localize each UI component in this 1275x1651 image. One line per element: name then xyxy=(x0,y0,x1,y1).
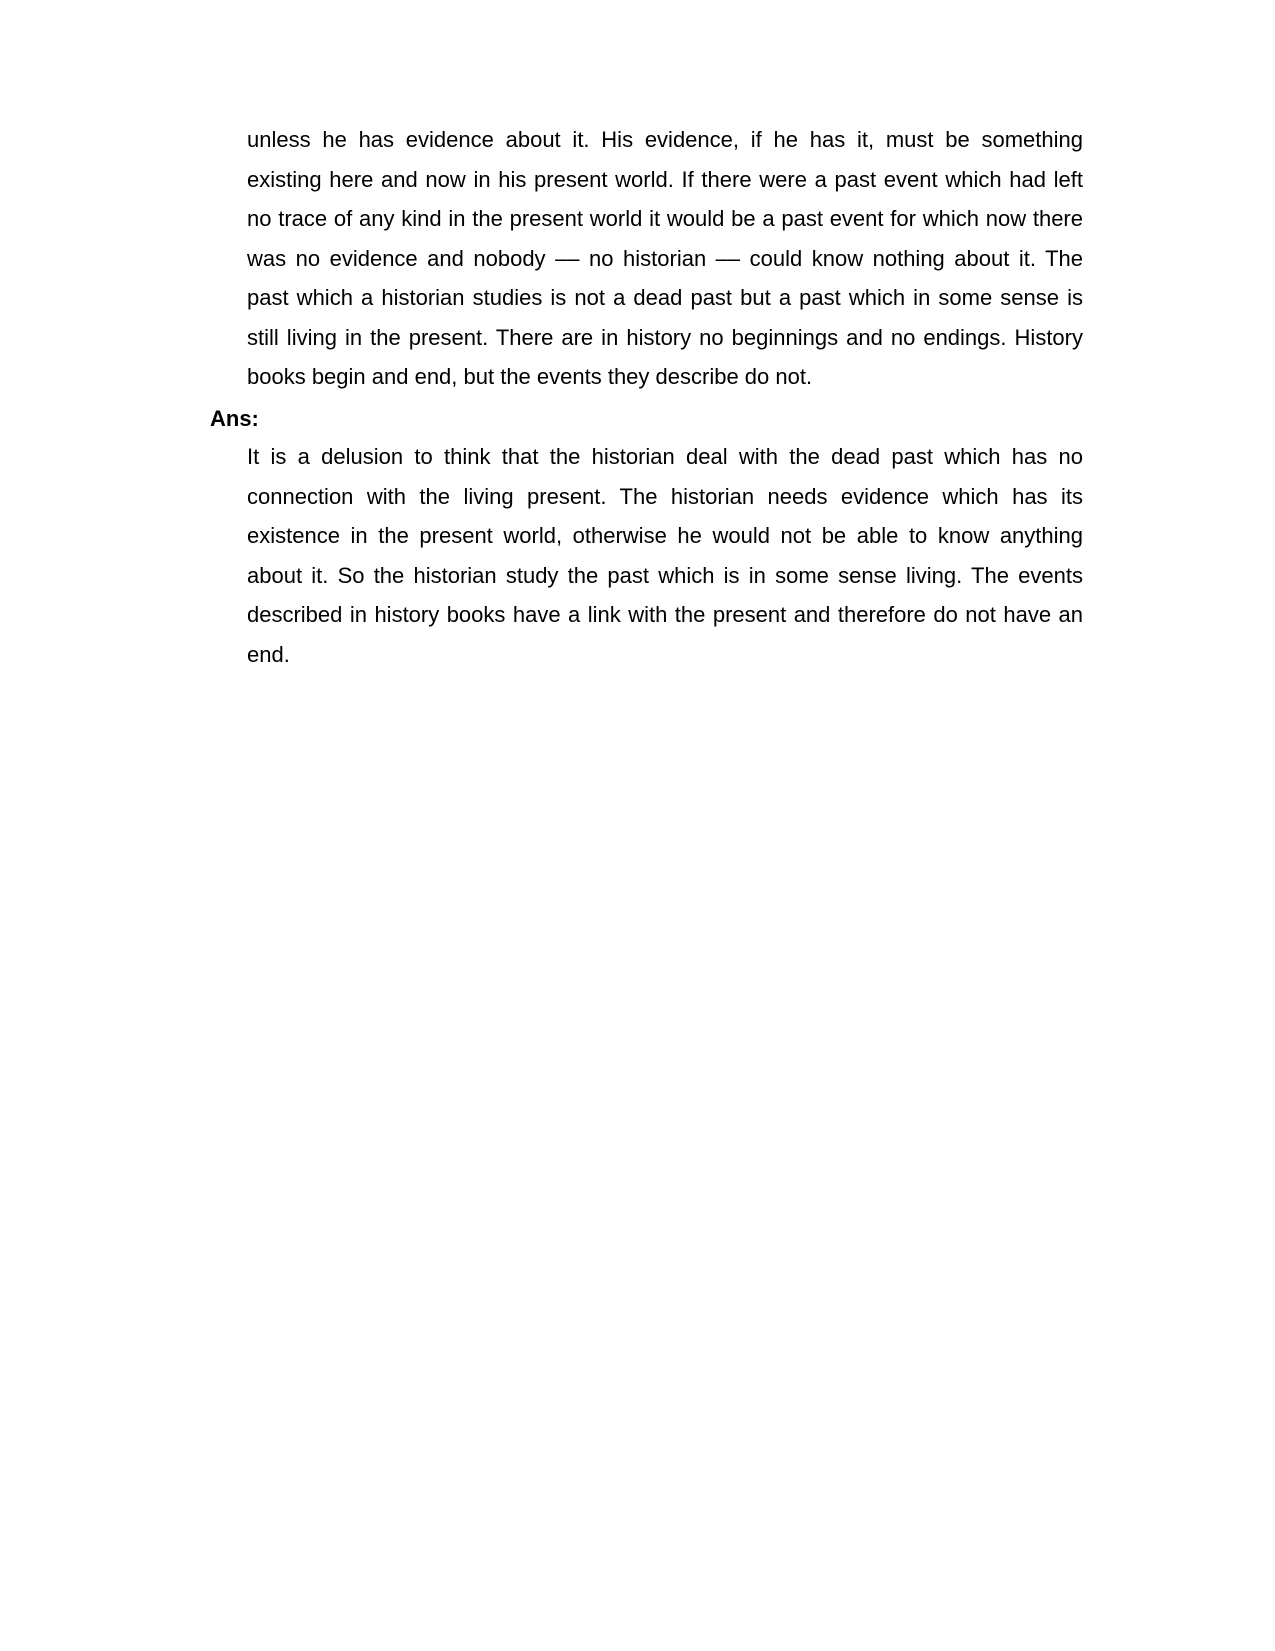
passage-paragraph: unless he has evidence about it. His evidence, if he has it, must be something existing here and now in his present world. If there were a past event which had left no trace of any kind in the present world it would be a past event for which now there was no evidence and nobody –– no historian –– could know nothing about it. The past which a historian studies is not a dead past but a past which in some sense is still living in the present. There are in history no beginnings and no endings. History books begin and end, but the events they describe do not. xyxy=(247,127,1083,389)
answer-heading: Ans: xyxy=(210,406,259,431)
answer-paragraph: It is a delusion to think that the historian deal with the dead past which has no connection with the living present. The historian needs evidence which has its existence in the present world, otherwise he would not be able to know anything about it. So the historian study the past which is in some sense living. The events described in history books have a link with the present and therefore do not have an end. xyxy=(247,444,1083,667)
